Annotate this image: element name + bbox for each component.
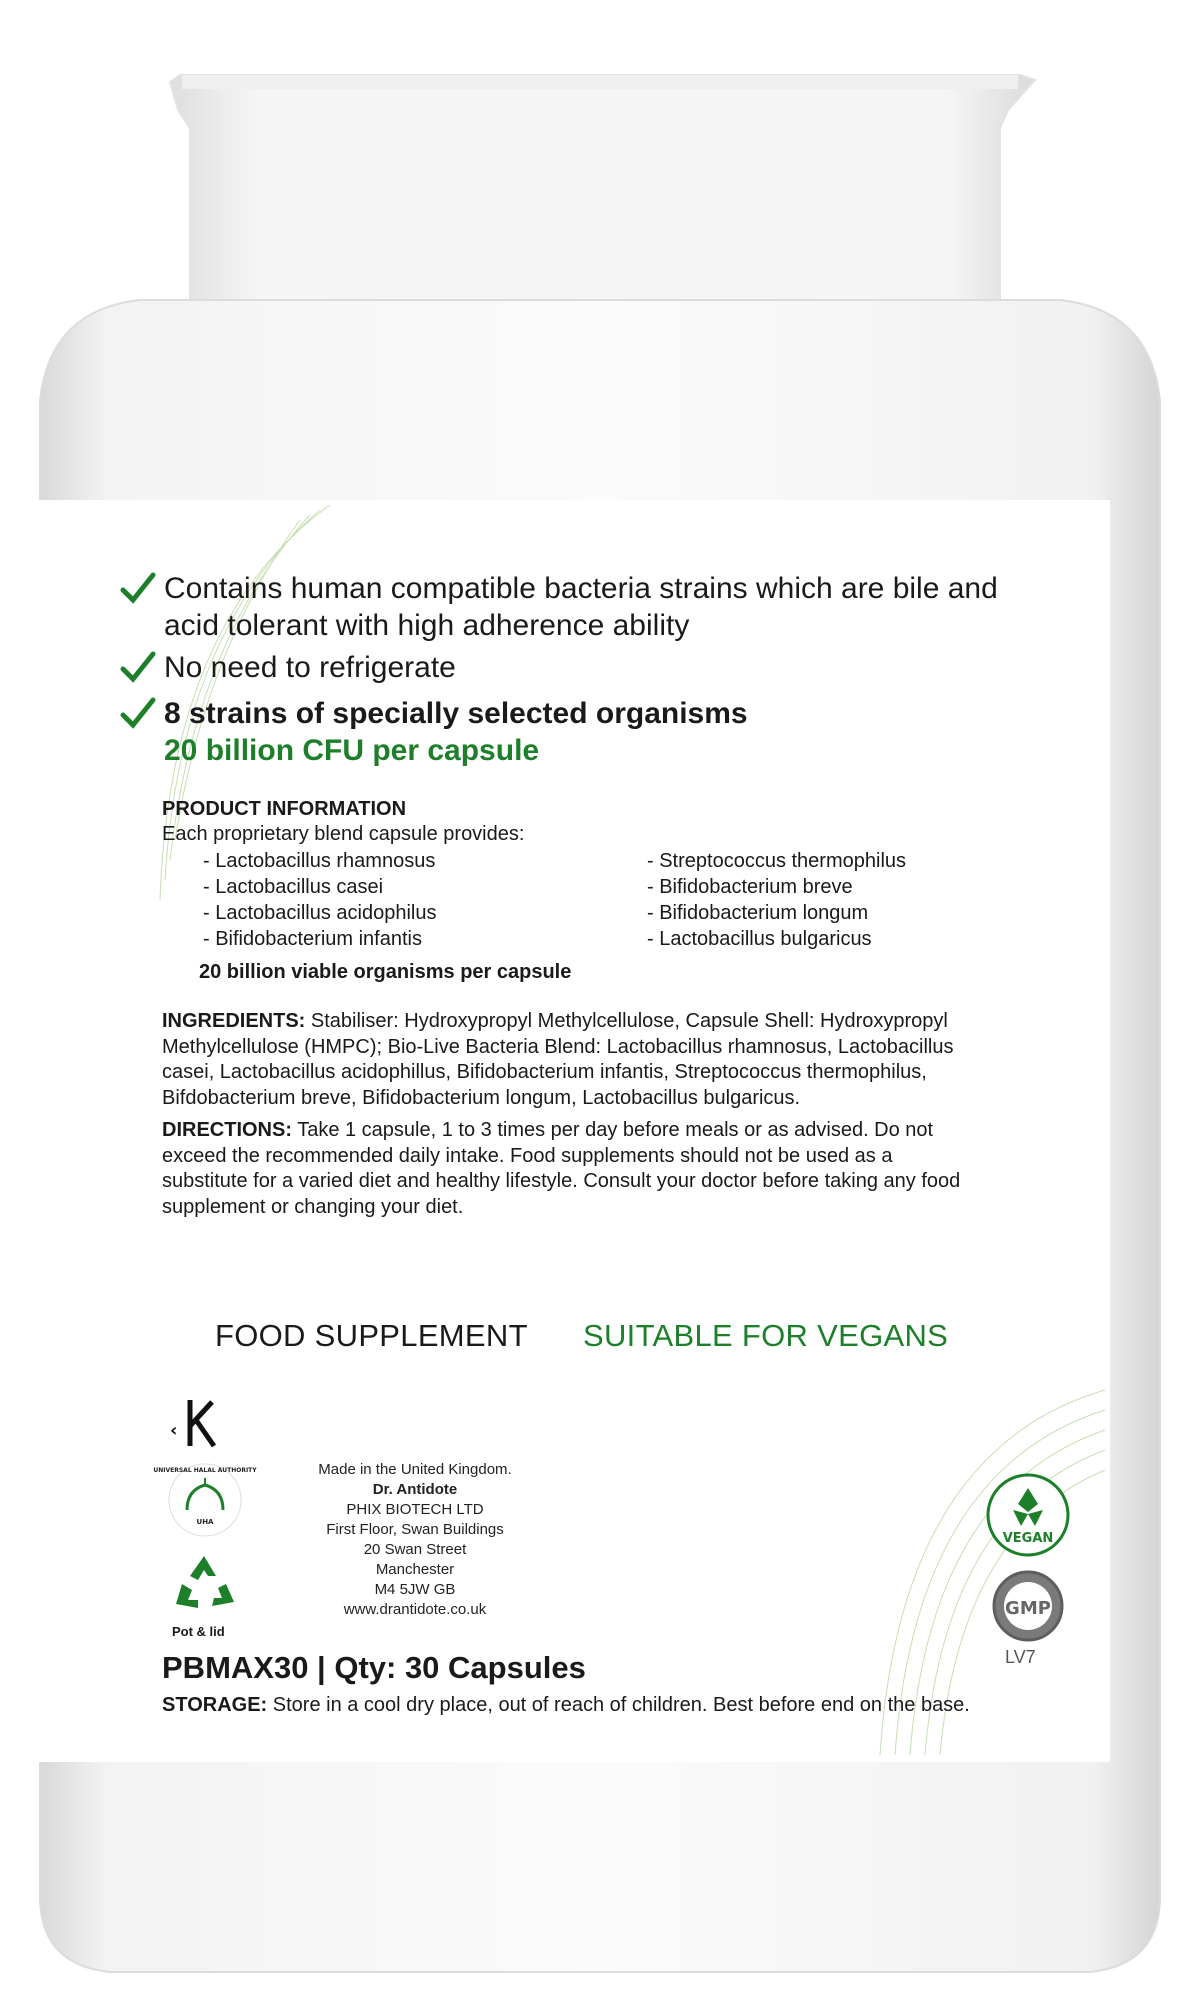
storage-label: STORAGE: <box>162 1694 268 1716</box>
address-line: First Floor, Swan Buildings <box>326 1521 504 1538</box>
claim-row-3 <box>120 695 748 769</box>
checkmark-icon <box>120 695 156 731</box>
claim-text: 8 strains of specially selected organisms <box>164 697 748 730</box>
recycle-icon <box>168 1550 240 1620</box>
strain-item: - Lactobacillus bulgaricus <box>647 928 872 950</box>
product-info-heading: PRODUCT INFORMATION <box>162 798 407 820</box>
svg-text:UHA: UHA <box>196 1518 214 1526</box>
made-in-text: Made in the United Kingdom. <box>318 1461 512 1478</box>
strain-item: - Bifidobacterium longum <box>647 902 869 924</box>
claim-text: Contains human compatible bacteria strains which are bile and <box>164 572 998 605</box>
bottle-lid <box>170 75 1035 300</box>
gmp-badge-icon <box>983 1568 1073 1644</box>
svg-text:‹: ‹ <box>170 1420 178 1441</box>
svg-text:GMP: GMP <box>1005 1598 1051 1619</box>
food-supplement-text: FOOD SUPPLEMENT <box>215 1318 528 1353</box>
checkmark-icon <box>120 649 156 685</box>
address-line: Manchester <box>375 1561 455 1578</box>
svg-text:VEGAN: VEGAN <box>1002 1531 1054 1546</box>
checkmark-icon <box>120 570 156 606</box>
ingredients-line: Bifdobacterium breve, Bifidobacterium longum, Lactobacillus bulgaricus. <box>162 1086 801 1109</box>
storage-text <box>162 1694 970 1717</box>
ingredients-line: Methylcellulose (HMPC); Bio-Live Bacteria Blend: Lactobacillus rhamnosus, Lactobacillus <box>162 1035 954 1058</box>
claim-text: No need to refrigerate <box>164 651 456 684</box>
directions-line: Take 1 capsule, 1 to 3 times per day before meals or as advised. Do not <box>297 1119 934 1141</box>
directions-label: DIRECTIONS: <box>162 1119 292 1141</box>
ingredients-line: casei, Lactobacillus acidophillus, Bifidobacterium infantis, Streptococcus thermophilus, <box>162 1061 927 1083</box>
suitable-for-vegans-text: SUITABLE FOR VEGANS <box>583 1318 949 1353</box>
product-info-intro: Each proprietary blend capsule provides: <box>162 823 525 845</box>
ingredients-block <box>162 1009 1062 1111</box>
address-line: 20 Swan Street <box>363 1541 467 1558</box>
directions-line: exceed the recommended daily intake. Food supplements should not be used as a <box>162 1144 893 1167</box>
strain-item: - Lactobacillus acidophilus <box>203 902 437 924</box>
claim-row-1 <box>120 570 998 644</box>
svg-text:UNIVERSAL HALAL AUTHORITY: UNIVERSAL HALAL AUTHORITY <box>153 1467 257 1474</box>
strain-item: - Streptococcus thermophilus <box>647 850 907 872</box>
vegan-badge-icon <box>983 1470 1073 1560</box>
claim-text: acid tolerant with high adherence ability <box>164 609 690 642</box>
strain-item: - Bifidobacterium breve <box>647 876 853 898</box>
directions-line: supplement or changing your diet. <box>162 1195 464 1218</box>
website-text: www.drantidote.co.uk <box>343 1601 487 1618</box>
strain-item: - Lactobacillus casei <box>203 876 384 898</box>
lid-rim <box>182 75 1018 89</box>
address-line: M4 5JW GB <box>374 1581 456 1598</box>
lv-code: LV7 <box>1005 1647 1036 1667</box>
claim-row-2 <box>120 649 456 686</box>
manufacturer-address <box>290 1460 540 1620</box>
viable-organisms-summary: 20 billion viable organisms per capsule <box>199 961 572 983</box>
recycle-caption: Pot & lid <box>172 1624 225 1639</box>
claim-highlight: 20 billion CFU per capsule <box>164 734 540 767</box>
product-code: PBMAX30 | Qty: 30 Capsules <box>162 1650 586 1685</box>
strain-item: - Lactobacillus rhamnosus <box>203 850 436 872</box>
directions-line: substitute for a varied diet and healthy lifestyle. Consult your doctor before taking any food <box>162 1170 961 1192</box>
kosher-logo-icon <box>168 1394 228 1452</box>
ingredients-label: INGREDIENTS: <box>162 1010 306 1032</box>
storage-details: Store in a cool dry place, out of reach of children. Best before end on the base. <box>272 1694 970 1716</box>
directions-block <box>162 1118 1062 1220</box>
halal-logo-icon <box>153 1460 257 1540</box>
brand-name: Dr. Antidote <box>372 1481 458 1498</box>
strain-item: - Bifidobacterium infantis <box>203 928 422 950</box>
company-name: PHIX BIOTECH LTD <box>346 1501 484 1518</box>
ingredients-line: Stabiliser: Hydroxypropyl Methylcellulose, Capsule Shell: Hydroxypropyl <box>310 1010 948 1032</box>
